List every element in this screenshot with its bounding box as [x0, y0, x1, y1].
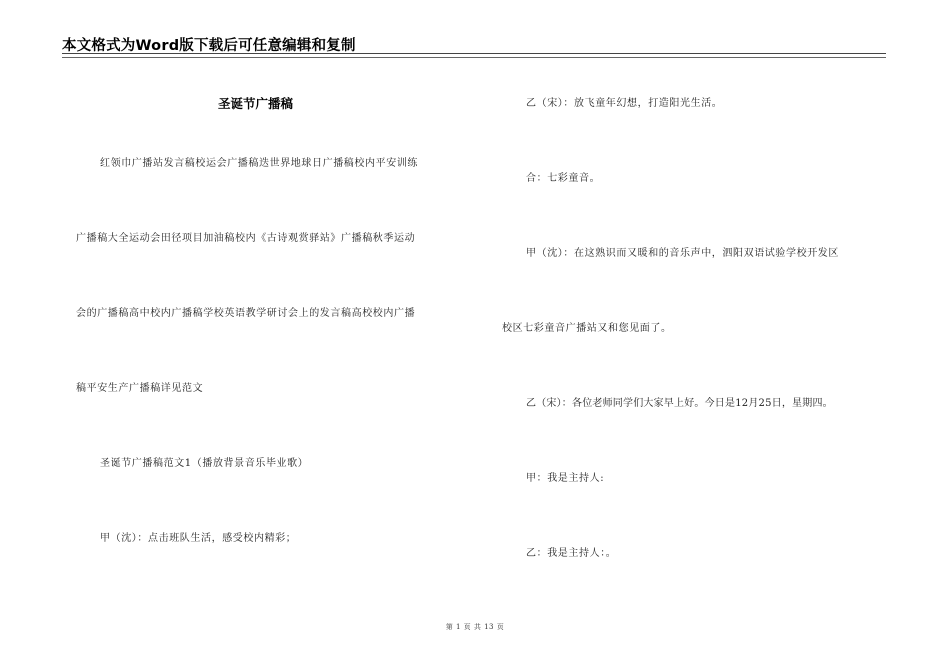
right-paragraph-line: 校区七彩童音广播站又和您见面了。: [502, 323, 672, 334]
left-paragraph-line: 圣诞节广播稿范文1（播放背景音乐毕业歌）: [100, 458, 309, 469]
left-paragraph-line: 会的广播稿高中校内广播稿学校英语教学研讨会上的发言稿高校校内广播: [76, 308, 416, 319]
left-paragraph-line: 甲（沈）：点击班队生活，感受校内精彩；: [100, 533, 297, 544]
right-paragraph-line: 乙：我是主持人：。: [526, 548, 617, 559]
left-paragraph-line: 红领巾广播站发言稿校运会广播稿迭世界地球日广播稿校内平安训练: [100, 158, 418, 169]
document-title: 圣诞节广播稿: [218, 96, 294, 111]
left-paragraph-line: 广播稿大全运动会田径项目加油稿校内《古诗观赏驿站》广播稿秋季运动: [76, 233, 416, 244]
right-paragraph-line: 乙（宋）：放飞童年幻想，打造阳光生活。: [526, 98, 723, 109]
header-rule: [62, 53, 886, 54]
left-paragraph-line: 稿平安生产广播稿详见范文: [76, 383, 204, 394]
right-paragraph-line: 乙（宋）：各位老师同学们大家早上好。今日是12月25日，星期四。: [526, 398, 833, 409]
page-header-banner: 本文格式为Word版下载后可任意编辑和复制: [62, 38, 356, 54]
right-paragraph-line: 合：七彩童音。: [526, 173, 601, 184]
right-paragraph-line: 甲（沈）：在这熟识而又暖和的音乐声中，泗阳双语试验学校开发区: [526, 248, 839, 259]
page-number-footer: 第 1 页 共 13 页: [445, 623, 505, 631]
right-paragraph-line: 甲：我是主持人:: [526, 473, 605, 484]
header-rule-thin: [62, 57, 886, 58]
